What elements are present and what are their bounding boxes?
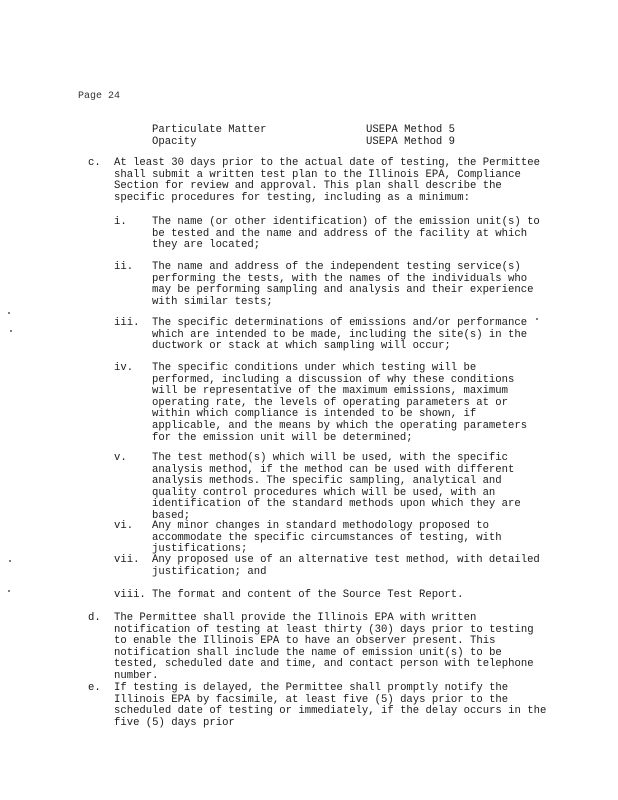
scan-artifact	[9, 560, 11, 562]
item-text: Any minor changes in standard methodology proposed to accommodate the specific circumstances of testing, with justifications;	[152, 520, 502, 556]
item-text: The specific conditions under which testing will be performed, including a discussion of why these conditions will be representative of the maximum emissions, maximum operating rate, the levels of operating parameters at or within which compliance is intended to be shown, if applicable, and the means by which the operating parameters for the emission unit will be determined;	[152, 362, 528, 444]
pollutant-name: Opacity	[152, 135, 197, 148]
paragraph-label: e.	[88, 682, 101, 694]
item-text: The name (or other identification) of the emission unit(s) to be tested and the name and address of the facility at which they are located;	[152, 216, 540, 252]
paragraph-text: The Permittee shall provide the Illinois EPA with written notification of testing at least thirty (30) days prior to testing to enable the Illinois EPA to have an observer present. This notification shall include the name of emission unit(s) to be tested, scheduled date and time, and contact person with telephone number.	[114, 612, 534, 682]
item-text: The test method(s) which will be used, with the specific analysis method, if the method can be used with different analysis methods. The specific sampling, analytical and quality control procedures which will be used, with an identification of the standard methods upon which they are based;	[152, 452, 521, 522]
item-label: iv.	[114, 362, 134, 374]
item-label: i.	[114, 216, 127, 228]
item-label: v.	[114, 452, 127, 464]
scan-artifact	[8, 590, 10, 592]
pollutant-name: Particulate Matter	[152, 124, 267, 136]
item-label: vi.	[114, 520, 134, 532]
paragraph-label: d.	[88, 612, 101, 624]
page-number: Page 24	[78, 91, 121, 102]
paragraph-text: If testing is delayed, the Permittee shall promptly notify the Illinois EPA by facsimile, at least five (5) days prior to the scheduled date of testing or immediately, if the delay occurs in the five (5) days prior	[114, 682, 547, 729]
scan-artifact	[536, 318, 538, 320]
scan-artifact	[8, 312, 10, 314]
item-text: Any proposed use of an alternative test method, with detailed justification; and	[152, 554, 540, 578]
item-label: ii.	[114, 261, 134, 273]
item-text: The name and address of the independent testing service(s) performing the tests, with the names of the individuals who may be performing sampling and analysis and their experience with similar tests;	[152, 261, 534, 308]
paragraph-text: At least 30 days prior to the actual date of testing, the Permittee shall submit a written test plan to the Illinois EPA, Compliance Section for review and approval. This plan shall describe the specific procedures for testing, including as a minimum:	[114, 157, 540, 204]
method-name: USEPA Method 9	[366, 135, 456, 148]
item-label: iii.	[114, 317, 140, 329]
test-methods-list	[152, 125, 455, 148]
paragraph-label: c.	[88, 157, 101, 169]
item-label: vii.	[114, 554, 140, 566]
item-text: The format and content of the Source Test Report.	[152, 589, 464, 601]
method-row	[152, 137, 455, 149]
method-name: USEPA Method 5	[366, 124, 456, 136]
item-label: viii.	[114, 589, 146, 601]
scan-artifact	[10, 330, 12, 332]
method-row	[152, 125, 455, 137]
item-text: The specific determinations of emissions and/or performance which are intended to be made, including the site(s) in the ductwork or stack at which sampling will occur;	[152, 317, 528, 353]
